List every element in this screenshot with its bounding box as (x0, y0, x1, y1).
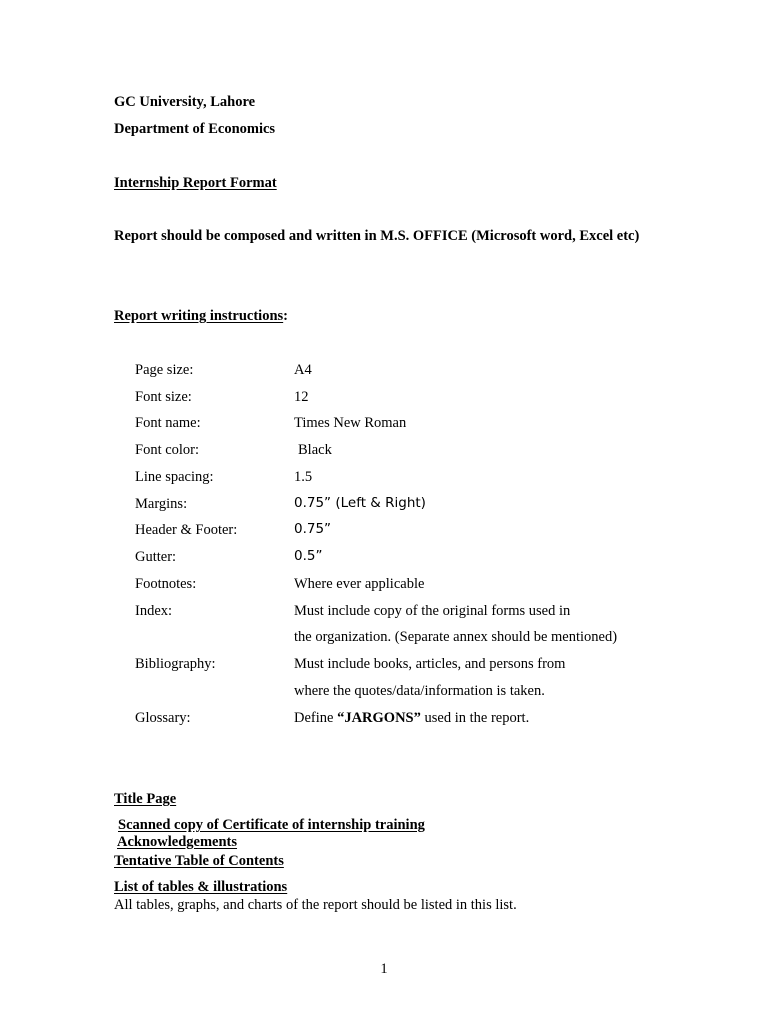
document-title: Internship Report Format (114, 175, 277, 191)
section-acknowledgements: Acknowledgements (117, 834, 238, 850)
intro-paragraph: Report should be composed and written in M.S. OFFICE (Microsoft word, Excel etc) (114, 228, 640, 244)
glossary-jargons: “JARGONS” (337, 710, 421, 726)
spec-value-footnotes: Where ever applicable (294, 576, 425, 592)
section-title-page: Title Page (114, 791, 177, 807)
department-name: Department of Economics (114, 121, 276, 137)
spec-label-glossary: Glossary: (135, 710, 191, 726)
spec-value-page-size: A4 (294, 362, 312, 378)
glossary-suffix: used in the report. (420, 710, 530, 726)
section-scanned-copy: Scanned copy of Certificate of internship training (118, 817, 425, 833)
spec-label-header-footer: Header & Footer: (135, 522, 238, 538)
spec-value-line-spacing: 1.5 (294, 469, 313, 485)
spec-label-font-color: Font color: (135, 442, 200, 458)
instructions-heading-colon: : (283, 308, 289, 324)
spec-value-gutter: 0.5” (294, 548, 323, 564)
spec-label-page-size: Page size: (135, 362, 194, 378)
spec-label-index: Index: (135, 603, 173, 619)
instructions-heading-text: Report writing instructions (114, 308, 284, 324)
spec-label-line-spacing: Line spacing: (135, 469, 214, 485)
spec-value-bibliography-line1: Must include books, articles, and persons from (294, 656, 566, 672)
section-table-of-contents: Tentative Table of Contents (114, 853, 284, 869)
spec-label-gutter: Gutter: (135, 549, 177, 565)
spec-label-font-name: Font name: (135, 415, 201, 431)
university-name: GC University, Lahore (114, 94, 256, 110)
spec-label-font-size: Font size: (135, 389, 192, 405)
spec-value-index-line1: Must include copy of the original forms used in (294, 603, 571, 619)
spec-label-margins: Margins: (135, 496, 188, 512)
section-list-of-tables: List of tables & illustrations (114, 879, 288, 895)
spec-label-bibliography: Bibliography: (135, 656, 216, 672)
spec-value-bibliography-line2: where the quotes/data/information is taken. (294, 683, 545, 699)
list-of-tables-description: All tables, graphs, and charts of the report should be listed in this list. (114, 897, 517, 913)
spec-value-font-name: Times New Roman (294, 415, 407, 431)
spec-value-header-footer: 0.75” (294, 521, 332, 537)
spec-value-glossary (294, 711, 529, 726)
page-number: 1 (380, 961, 388, 977)
glossary-prefix: Define (294, 710, 338, 726)
spec-value-font-color: Black (298, 442, 332, 458)
spec-value-font-size: 12 (294, 389, 309, 405)
spec-label-footnotes: Footnotes: (135, 576, 197, 592)
spec-value-index-line2: the organization. (Separate annex should be mentioned) (294, 629, 618, 645)
instructions-heading (114, 309, 288, 324)
spec-value-margins: 0.75” (Left & Right) (294, 495, 426, 511)
